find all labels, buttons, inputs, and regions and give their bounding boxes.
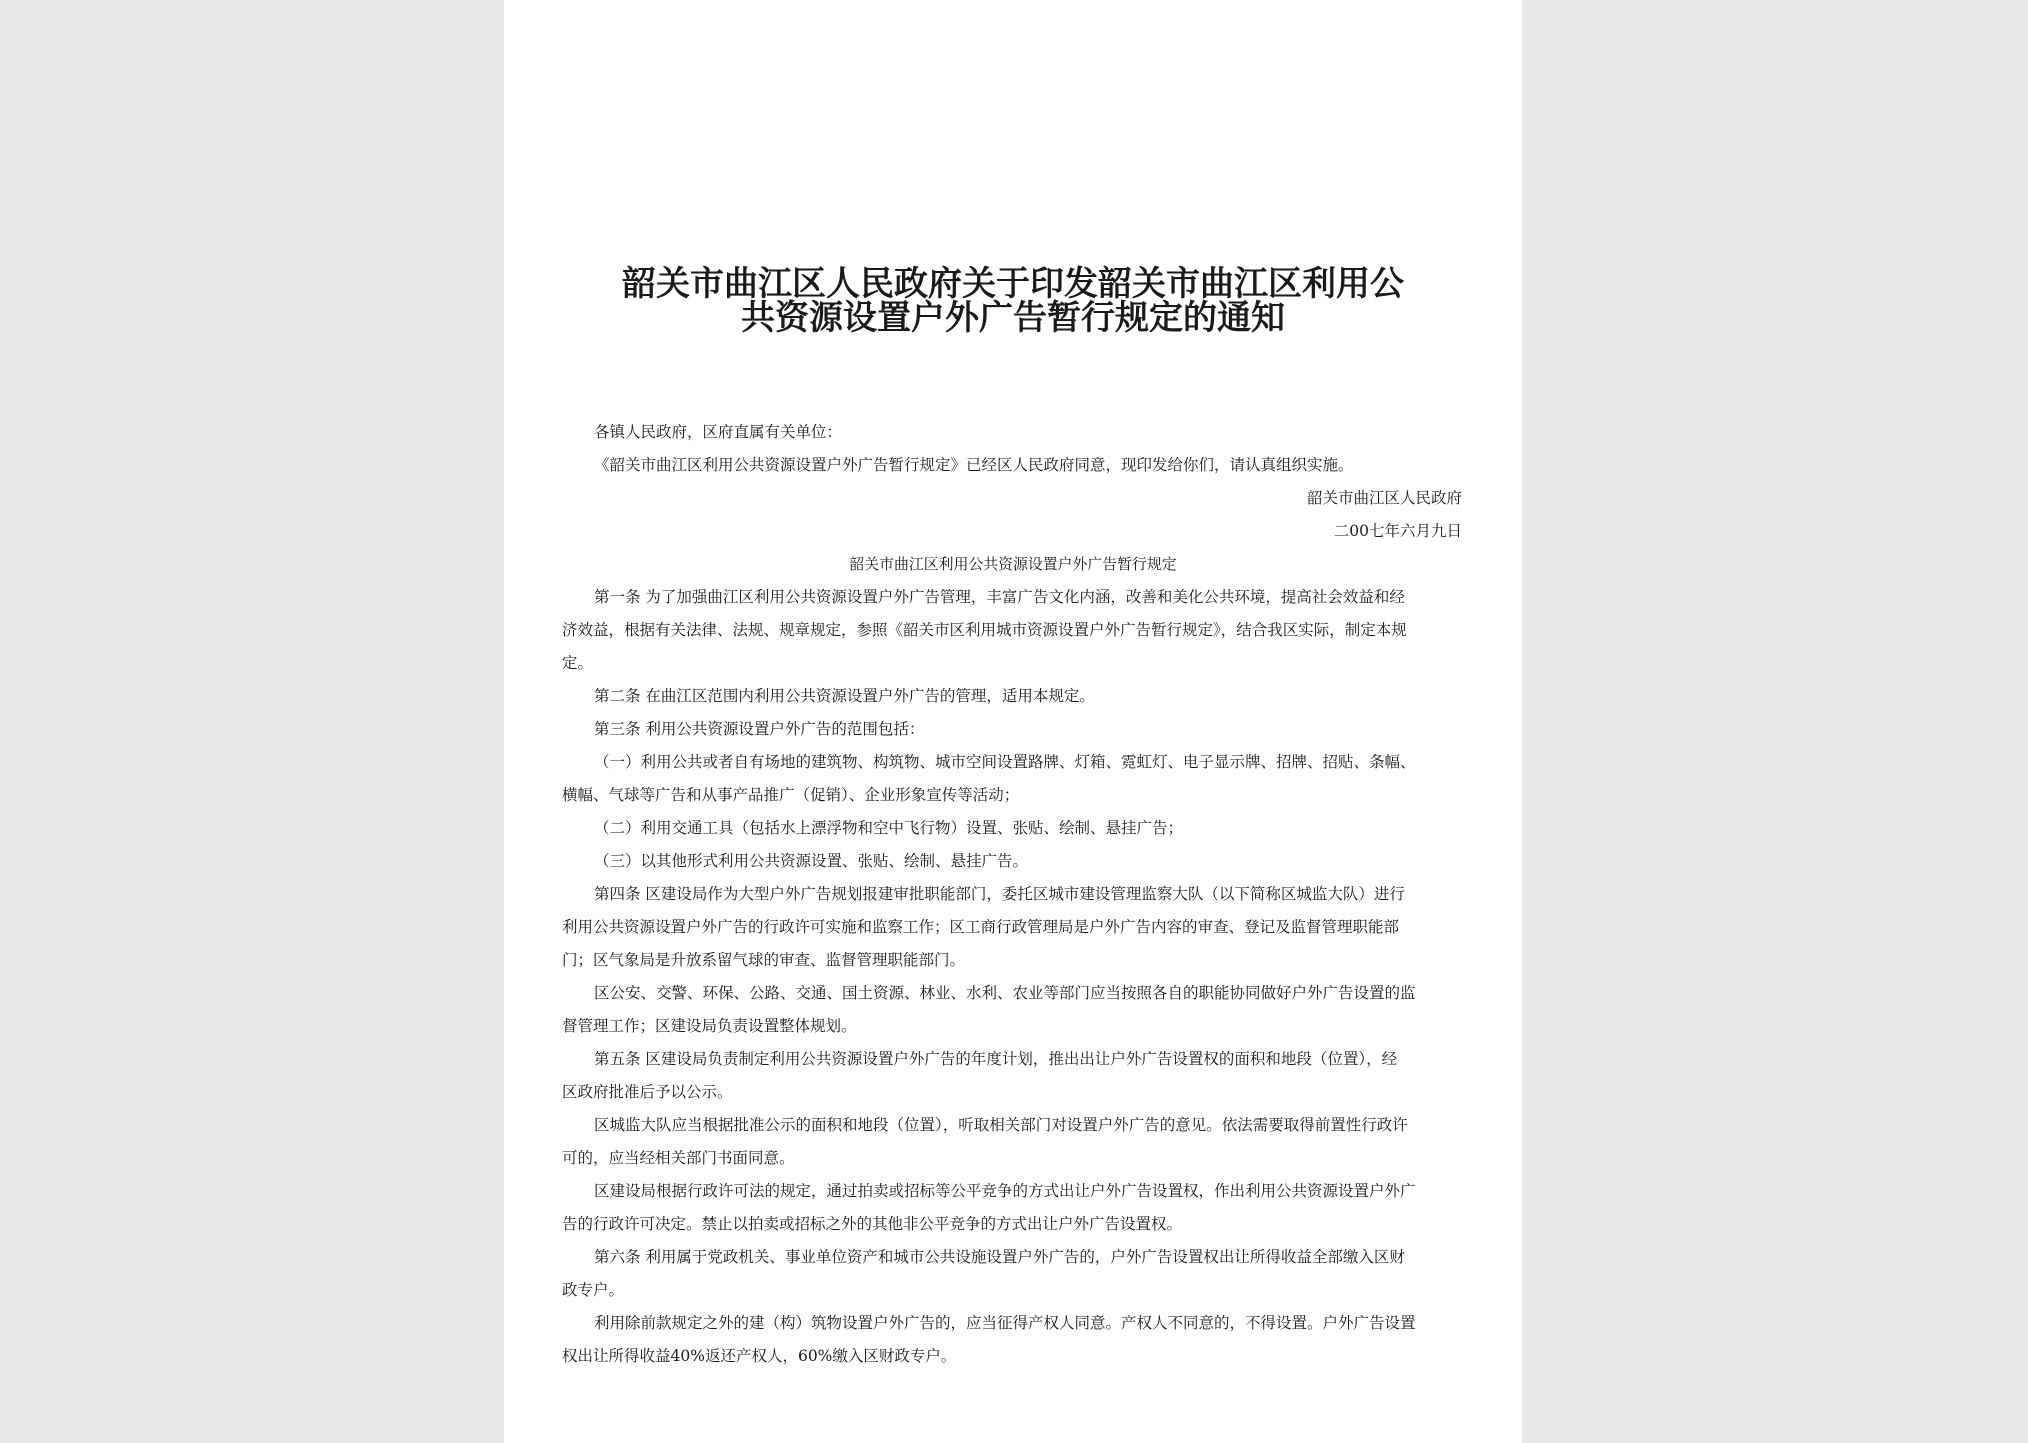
regulation-title: 韶关市曲江区利用公共资源设置户外广告暂行规定 (849, 555, 1177, 573)
body-line: 第六条 利用属于党政机关、事业单位资产和城市公共设施设置户外广告的，户外广告设置权出让所得收益全部缴入区财 (594, 1248, 1405, 1266)
body-line: 第五条 区建设局负责制定利用公共资源设置户外广告的年度计划，推出出让户外广告设置权的面积和地段（位置），经 (594, 1050, 1398, 1068)
issue-date: 二00七年六月九日 (1333, 522, 1462, 540)
body-line: 权出让所得收益40%返还产权人，60%缴入区财政专户。 (562, 1347, 957, 1365)
body-line: 利用公共资源设置户外广告的行政许可实施和监察工作；区工商行政管理局是户外广告内容的审查、登记及监督管理职能部 (562, 918, 1400, 936)
body-line: 政专户。 (562, 1281, 625, 1299)
body-line: 第一条 为了加强曲江区利用公共资源设置户外广告管理，丰富广告文化内涵，改善和美化公共环境，提高社会效益和经 (594, 588, 1405, 606)
issuer-signature: 韶关市曲江区人民政府 (1306, 489, 1462, 507)
body-line: 督管理工作；区建设局负责设置整体规划。 (562, 1017, 857, 1035)
body-line: （三）以其他形式利用公共资源设置、张贴、绘制、悬挂广告。 (594, 852, 1029, 870)
body-line: 利用除前款规定之外的建（构）筑物设置户外广告的，应当征得产权人同意。产权人不同意的，不得设置。户外广告设置 (594, 1314, 1416, 1332)
body-line: 区建设局根据行政许可法的规定，通过拍卖或招标等公平竞争的方式出让户外广告设置权，作出利用公共资源设置户外广 (594, 1182, 1416, 1200)
body-line: （一）利用公共或者自有场地的建筑物、构筑物、城市空间设置路牌、灯箱、霓虹灯、电子显示牌、招牌、招贴、条幅、 (594, 753, 1416, 771)
body-line: 区政府批准后予以公示。 (562, 1083, 733, 1101)
document-page (504, 0, 1522, 1443)
body-line: （二）利用交通工具（包括水上漂浮物和空中飞行物）设置、张贴、绘制、悬挂广告； (594, 819, 1184, 837)
body-line: 区公安、交警、环保、公路、交通、国土资源、林业、水利、农业等部门应当按照各自的职能协同做好户外广告设置的监 (594, 984, 1416, 1002)
salutation: 各镇人民政府，区府直属有关单位： (594, 423, 843, 441)
body-line: 第四条 区建设局作为大型户外广告规划报建审批职能部门，委托区城市建设管理监察大队（以下简称区城监大队）进行 (594, 885, 1405, 903)
document-title-line-2: 共资源设置户外广告暂行规定的通知 (741, 298, 1285, 338)
body-line: 告的行政许可决定。禁止以拍卖或招标之外的其他非公平竞争的方式出让户外广告设置权。 (562, 1215, 1183, 1233)
body-line: 区城监大队应当根据批准公示的面积和地段（位置），听取相关部门对设置户外广告的意见。依法需要取得前置性行政许 (594, 1116, 1408, 1134)
intro-paragraph: 《韶关市曲江区利用公共资源设置户外广告暂行规定》已经区人民政府同意，现印发给你们，请认真组织实施。 (594, 456, 1354, 474)
body-line: 第三条 利用公共资源设置户外广告的范围包括： (594, 720, 925, 738)
body-line: 门；区气象局是升放系留气球的审查、监督管理职能部门。 (562, 951, 966, 969)
body-line: 第二条 在曲江区范围内利用公共资源设置户外广告的管理，适用本规定。 (594, 687, 1095, 705)
body-line: 可的，应当经相关部门书面同意。 (562, 1149, 795, 1167)
document-title-line-1: 韶关市曲江区人民政府关于印发韶关市曲江区利用公 (622, 264, 1404, 304)
body-line: 定。 (562, 654, 594, 672)
body-line: 横幅、气球等广告和从事产品推广（促销）、企业形象宣传等活动； (562, 786, 1020, 804)
body-line: 济效益，根据有关法律、法规、规章规定，参照《韶关市区利用城市资源设置户外广告暂行规定》，结合我区实际，制定本规 (562, 621, 1407, 639)
